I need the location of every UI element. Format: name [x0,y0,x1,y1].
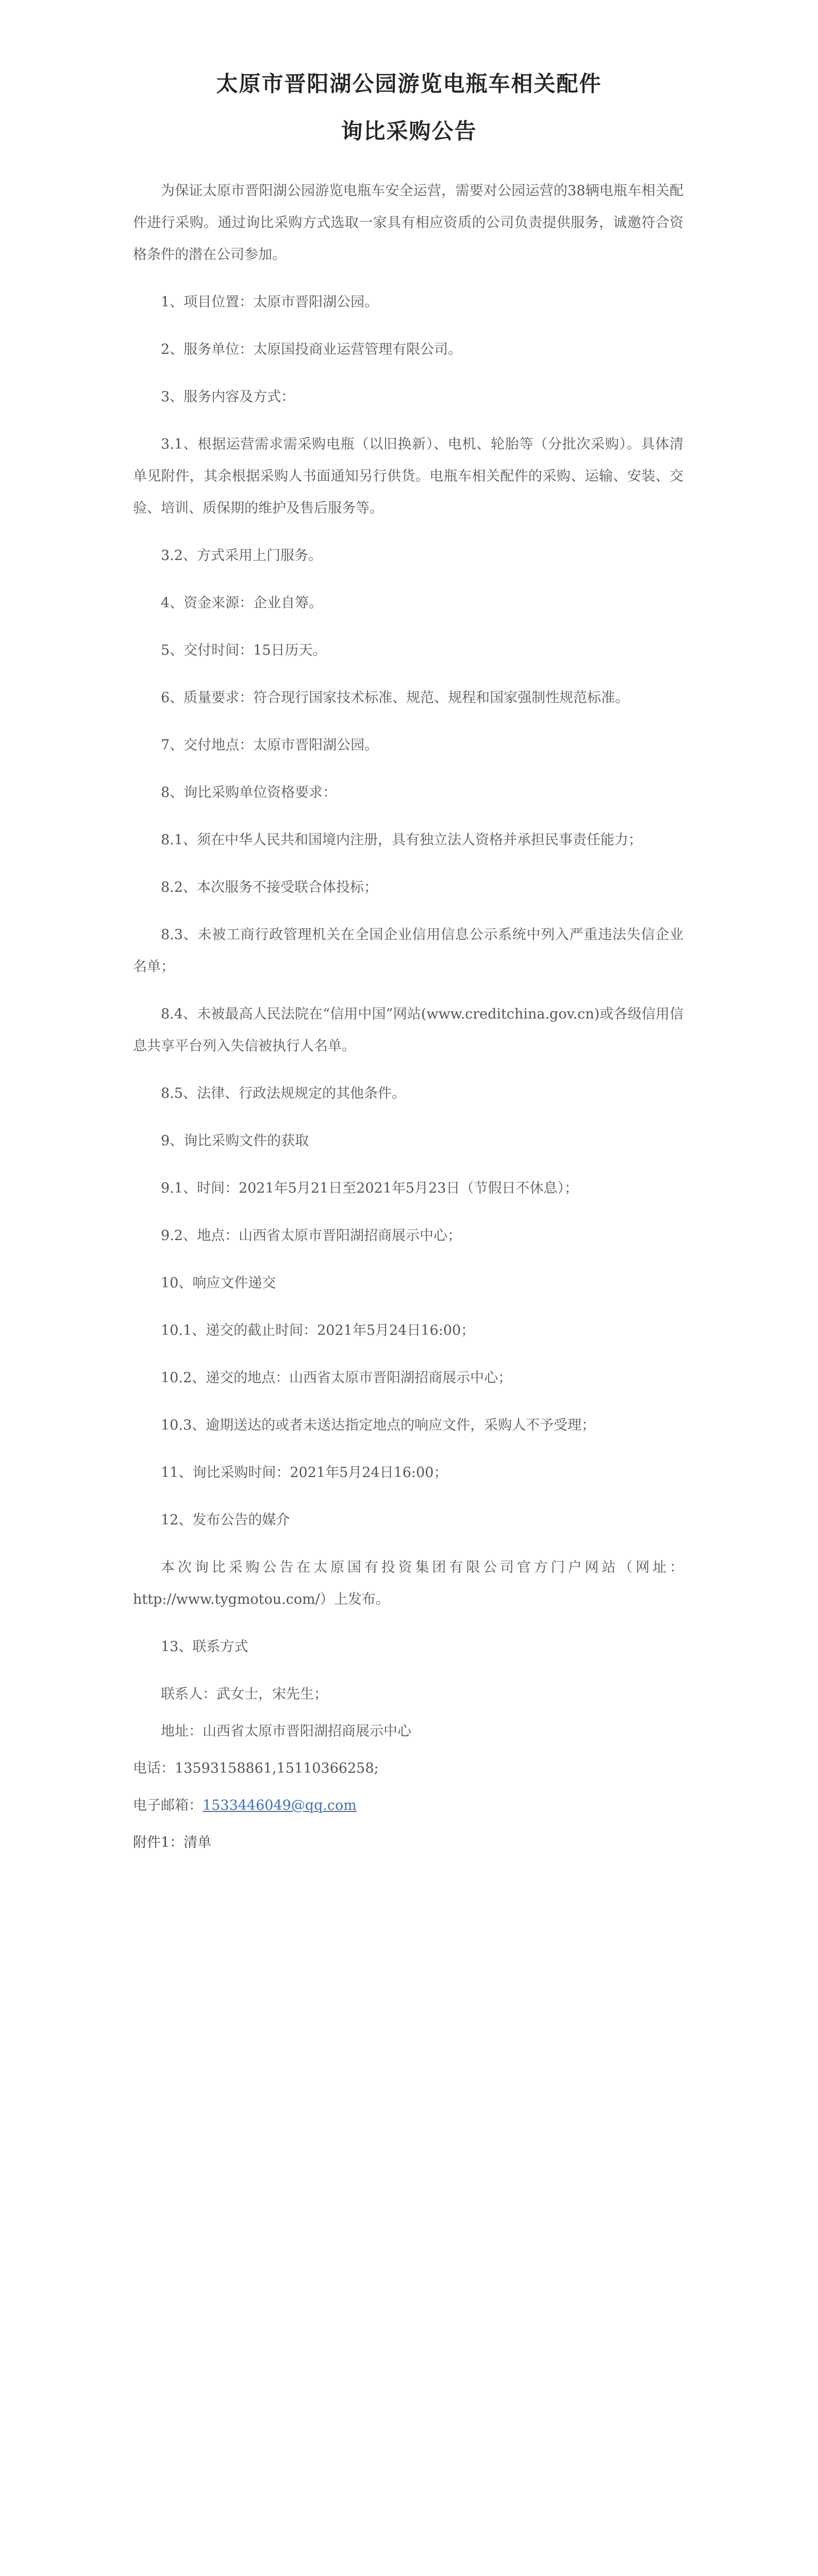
paragraph: 4、资金来源：企业自筹。 [161,595,323,611]
paragraph: 地址：山西省太原市晋阳湖招商展示中心 [161,1723,411,1739]
paragraph: 8、询比采购单位资格要求： [161,785,337,801]
paragraph: 3、服务内容及方式： [161,389,295,405]
paragraph: 10.2、递交的地点：山西省太原市晋阳湖招商展示中心； [161,1370,512,1386]
paragraph: 为保证太原市晋阳湖公园游览电瓶车安全运营，需要对公园运营的38辆电瓶车相关配件进行采购。通过询比采购方式选取一家具有相应资质的公司负责提供服务，诚邀符合资格条件的潜在公司参加。 [133,183,683,263]
paragraph: 8.3、未被工商行政管理机关在全国企业信用信息公示系统中列入严重违法失信企业名单； [133,927,683,975]
paragraph: 8.5、法律、行政法规规定的其他条件。 [161,1086,406,1101]
paragraph: 10.1、递交的截止时间：2021年5月24日16:00； [161,1323,475,1338]
paragraph: 12、发布公告的媒介 [161,1512,290,1528]
document-subtitle: 询比采购公告 [341,118,477,144]
paragraph: 本次询比采购公告在太原国有投资集团有限公司官方门户网站（网址：http://www.tygmotou.com/）上发布。 [133,1560,683,1607]
announcement-body [133,175,683,1864]
paragraph: 7、交付地点：太原市晋阳湖公园。 [161,737,379,753]
title-block [0,67,818,145]
paragraph: 9.2、地点：山西省太原市晋阳湖招商展示中心； [161,1228,461,1244]
email-link[interactable]: 1533446049@qq.com [203,1798,357,1814]
paragraph: 10.3、逾期送达的或者未送达指定地点的响应文件，采购人不予受理； [161,1417,596,1433]
paragraph: 8.2、本次服务不接受联合体投标； [161,879,378,895]
paragraph: 3.1、根据运营需求需采购电瓶（以旧换新）、电机、轮胎等（分批次采购）。具体清单见附件，其余根据采购人书面通知另行供货。电瓶车相关配件的采购、运输、安装、交验、培训、质保期的维护及售后服务等。 [133,436,683,516]
paragraph: 9、询比采购文件的获取 [161,1133,309,1149]
paragraph: 10、响应文件递交 [161,1275,276,1291]
paragraph: 11、询比采购时间：2021年5月24日16:00； [161,1465,448,1481]
document-title: 太原市晋阳湖公园游览电瓶车相关配件 [216,71,602,96]
email-line [133,1790,683,1822]
paragraph: 联系人：武女士，宋先生； [161,1686,328,1702]
paragraph: 8.4、未被最高人民法院在“信用中国”网站(www.creditchina.gov.cn)或各级信用信息共享平台列入失信被执行人名单。 [133,1006,683,1054]
paragraph: 1、项目位置：太原市晋阳湖公园。 [161,294,379,310]
paragraph: 3.2、方式采用上门服务。 [161,548,322,564]
attachment1-label: 附件1：清单 [133,1835,212,1851]
paragraph: 6、质量要求：符合现行国家技术标准、规范、规程和国家强制性规范标准。 [161,690,629,706]
paragraph: 2、服务单位：太原国投商业运营管理有限公司。 [161,342,462,358]
phone-line: 电话：13593158861,15110366258; [133,1760,379,1776]
paragraph: 5、交付时间：15日历天。 [161,642,327,658]
email-label: 电子邮箱： [133,1798,203,1814]
paragraph: 9.1、时间：2021年5月21日至2021年5月23日（节假日不休息）； [161,1180,578,1196]
paragraph: 8.1、须在中华人民共和国境内注册，具有独立法人资格并承担民事责任能力； [161,832,642,848]
paragraph: 13、联系方式 [161,1639,248,1655]
